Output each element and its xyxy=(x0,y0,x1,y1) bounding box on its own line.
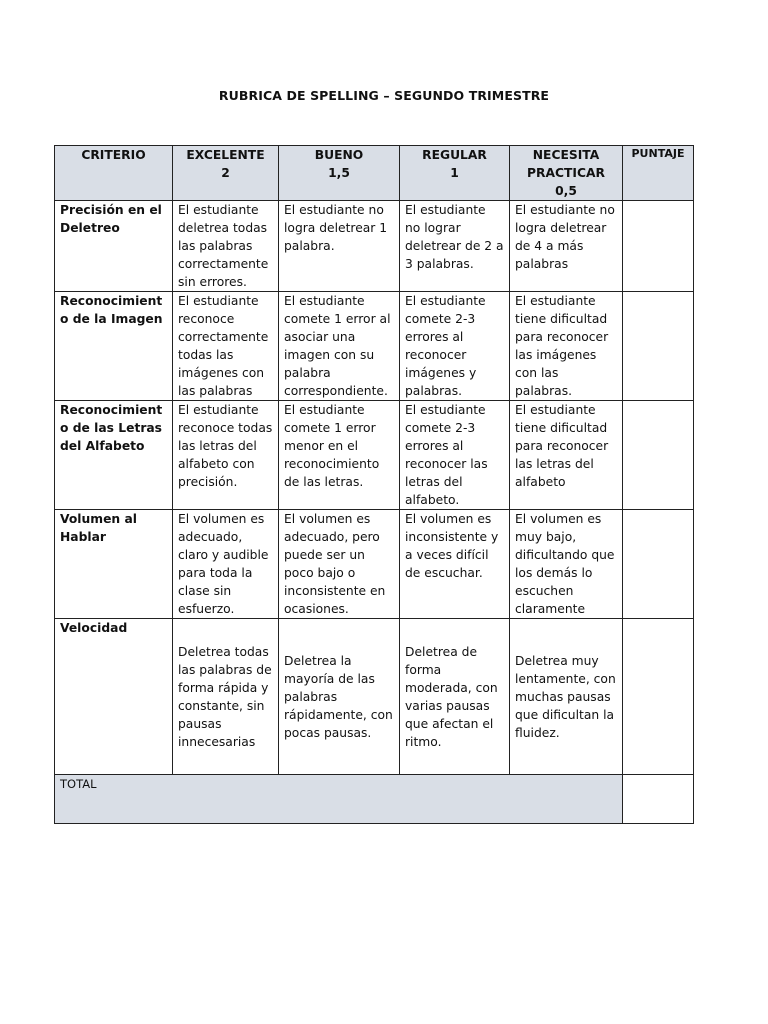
bueno-cell: El estudiante no logra deletrear 1 palabra. xyxy=(279,201,400,292)
header-criterio: CRITERIO xyxy=(55,146,173,201)
excelente-cell xyxy=(173,619,279,775)
necesita-cell: El estudiante tiene dificultad para reconocer las imágenes con las palabras. xyxy=(510,292,623,401)
table-row xyxy=(55,510,694,619)
level-name: NECESITA PRACTICAR xyxy=(527,148,605,180)
cell-text: Deletrea muy lentamente, con muchas pausas que dificultan la fluidez. xyxy=(515,653,616,740)
excelente-cell: El estudiante deletrea todas las palabras correctamente sin errores. xyxy=(173,201,279,292)
bueno-cell: El volumen es adecuado, pero puede ser un poco bajo o inconsistente en ocasiones. xyxy=(279,510,400,619)
excelente-cell: El estudiante reconoce todas las letras del alfabeto con precisión. xyxy=(173,401,279,510)
regular-cell: El estudiante comete 2-3 errores al reconocer las letras del alfabeto. xyxy=(400,401,510,510)
total-label: TOTAL xyxy=(55,775,623,824)
level-name: REGULAR xyxy=(422,148,487,162)
score-cell[interactable] xyxy=(623,619,694,775)
score-cell[interactable] xyxy=(623,201,694,292)
excelente-cell: El estudiante reconoce correctamente todas las imágenes con las palabras xyxy=(173,292,279,401)
level-name: BUENO xyxy=(314,148,364,162)
total-row xyxy=(55,775,694,824)
criterion-cell: Volumen al Hablar xyxy=(55,510,173,619)
level-score: 1 xyxy=(450,166,459,180)
excelente-cell: El volumen es adecuado, claro y audible para toda la clase sin esfuerzo. xyxy=(173,510,279,619)
necesita-cell: El volumen es muy bajo, dificultando que los demás lo escuchen claramente xyxy=(510,510,623,619)
criterion-cell: Reconocimiento de las Letras del Alfabeto xyxy=(55,401,173,510)
criterion-cell: Precisión en el Deletreo xyxy=(55,201,173,292)
cell-text: Deletrea la mayoría de las palabras rápidamente, con pocas pausas. xyxy=(284,653,393,740)
bueno-cell: El estudiante comete 1 error al asociar una imagen con su palabra correspondiente. xyxy=(279,292,400,401)
regular-cell: El estudiante no lograr deletrear de 2 a 3 palabras. xyxy=(400,201,510,292)
necesita-cell: El estudiante no logra deletrear de 4 a más palabras xyxy=(510,201,623,292)
necesita-cell xyxy=(510,619,623,775)
regular-cell: El volumen es inconsistente y a veces difícil de escuchar. xyxy=(400,510,510,619)
level-score: 2 xyxy=(221,166,230,180)
score-cell[interactable] xyxy=(623,401,694,510)
score-cell[interactable] xyxy=(623,510,694,619)
criterion-cell: Velocidad xyxy=(55,619,173,775)
table-row xyxy=(55,619,694,775)
score-cell[interactable] xyxy=(623,292,694,401)
rubric-table xyxy=(54,145,694,824)
header-necesita xyxy=(510,146,623,201)
regular-cell: El estudiante comete 2-3 errores al reconocer imágenes y palabras. xyxy=(400,292,510,401)
header-puntaje: PUNTAJE xyxy=(623,146,694,201)
table-row xyxy=(55,292,694,401)
header-row xyxy=(55,146,694,201)
bueno-cell: El estudiante comete 1 error menor en el reconocimiento de las letras. xyxy=(279,401,400,510)
table-row xyxy=(55,401,694,510)
header-regular xyxy=(400,146,510,201)
level-name: EXCELENTE xyxy=(186,148,265,162)
header-excelente xyxy=(173,146,279,201)
regular-cell xyxy=(400,619,510,775)
table-row xyxy=(55,201,694,292)
cell-text: Deletrea todas las palabras de forma rápida y constante, sin pausas innecesarias xyxy=(178,644,272,749)
document-title: RUBRICA DE SPELLING – SEGUNDO TRIMESTRE xyxy=(218,88,550,103)
header-bueno xyxy=(279,146,400,201)
level-score: 1,5 xyxy=(328,166,350,180)
necesita-cell: El estudiante tiene dificultad para reconocer las letras del alfabeto xyxy=(510,401,623,510)
bueno-cell xyxy=(279,619,400,775)
cell-text: Deletrea de forma moderada, con varias pausas que afectan el ritmo. xyxy=(405,644,498,749)
level-score: 0,5 xyxy=(555,184,577,198)
total-score-cell[interactable] xyxy=(623,775,694,824)
criterion-cell: Reconocimiento de la Imagen xyxy=(55,292,173,401)
